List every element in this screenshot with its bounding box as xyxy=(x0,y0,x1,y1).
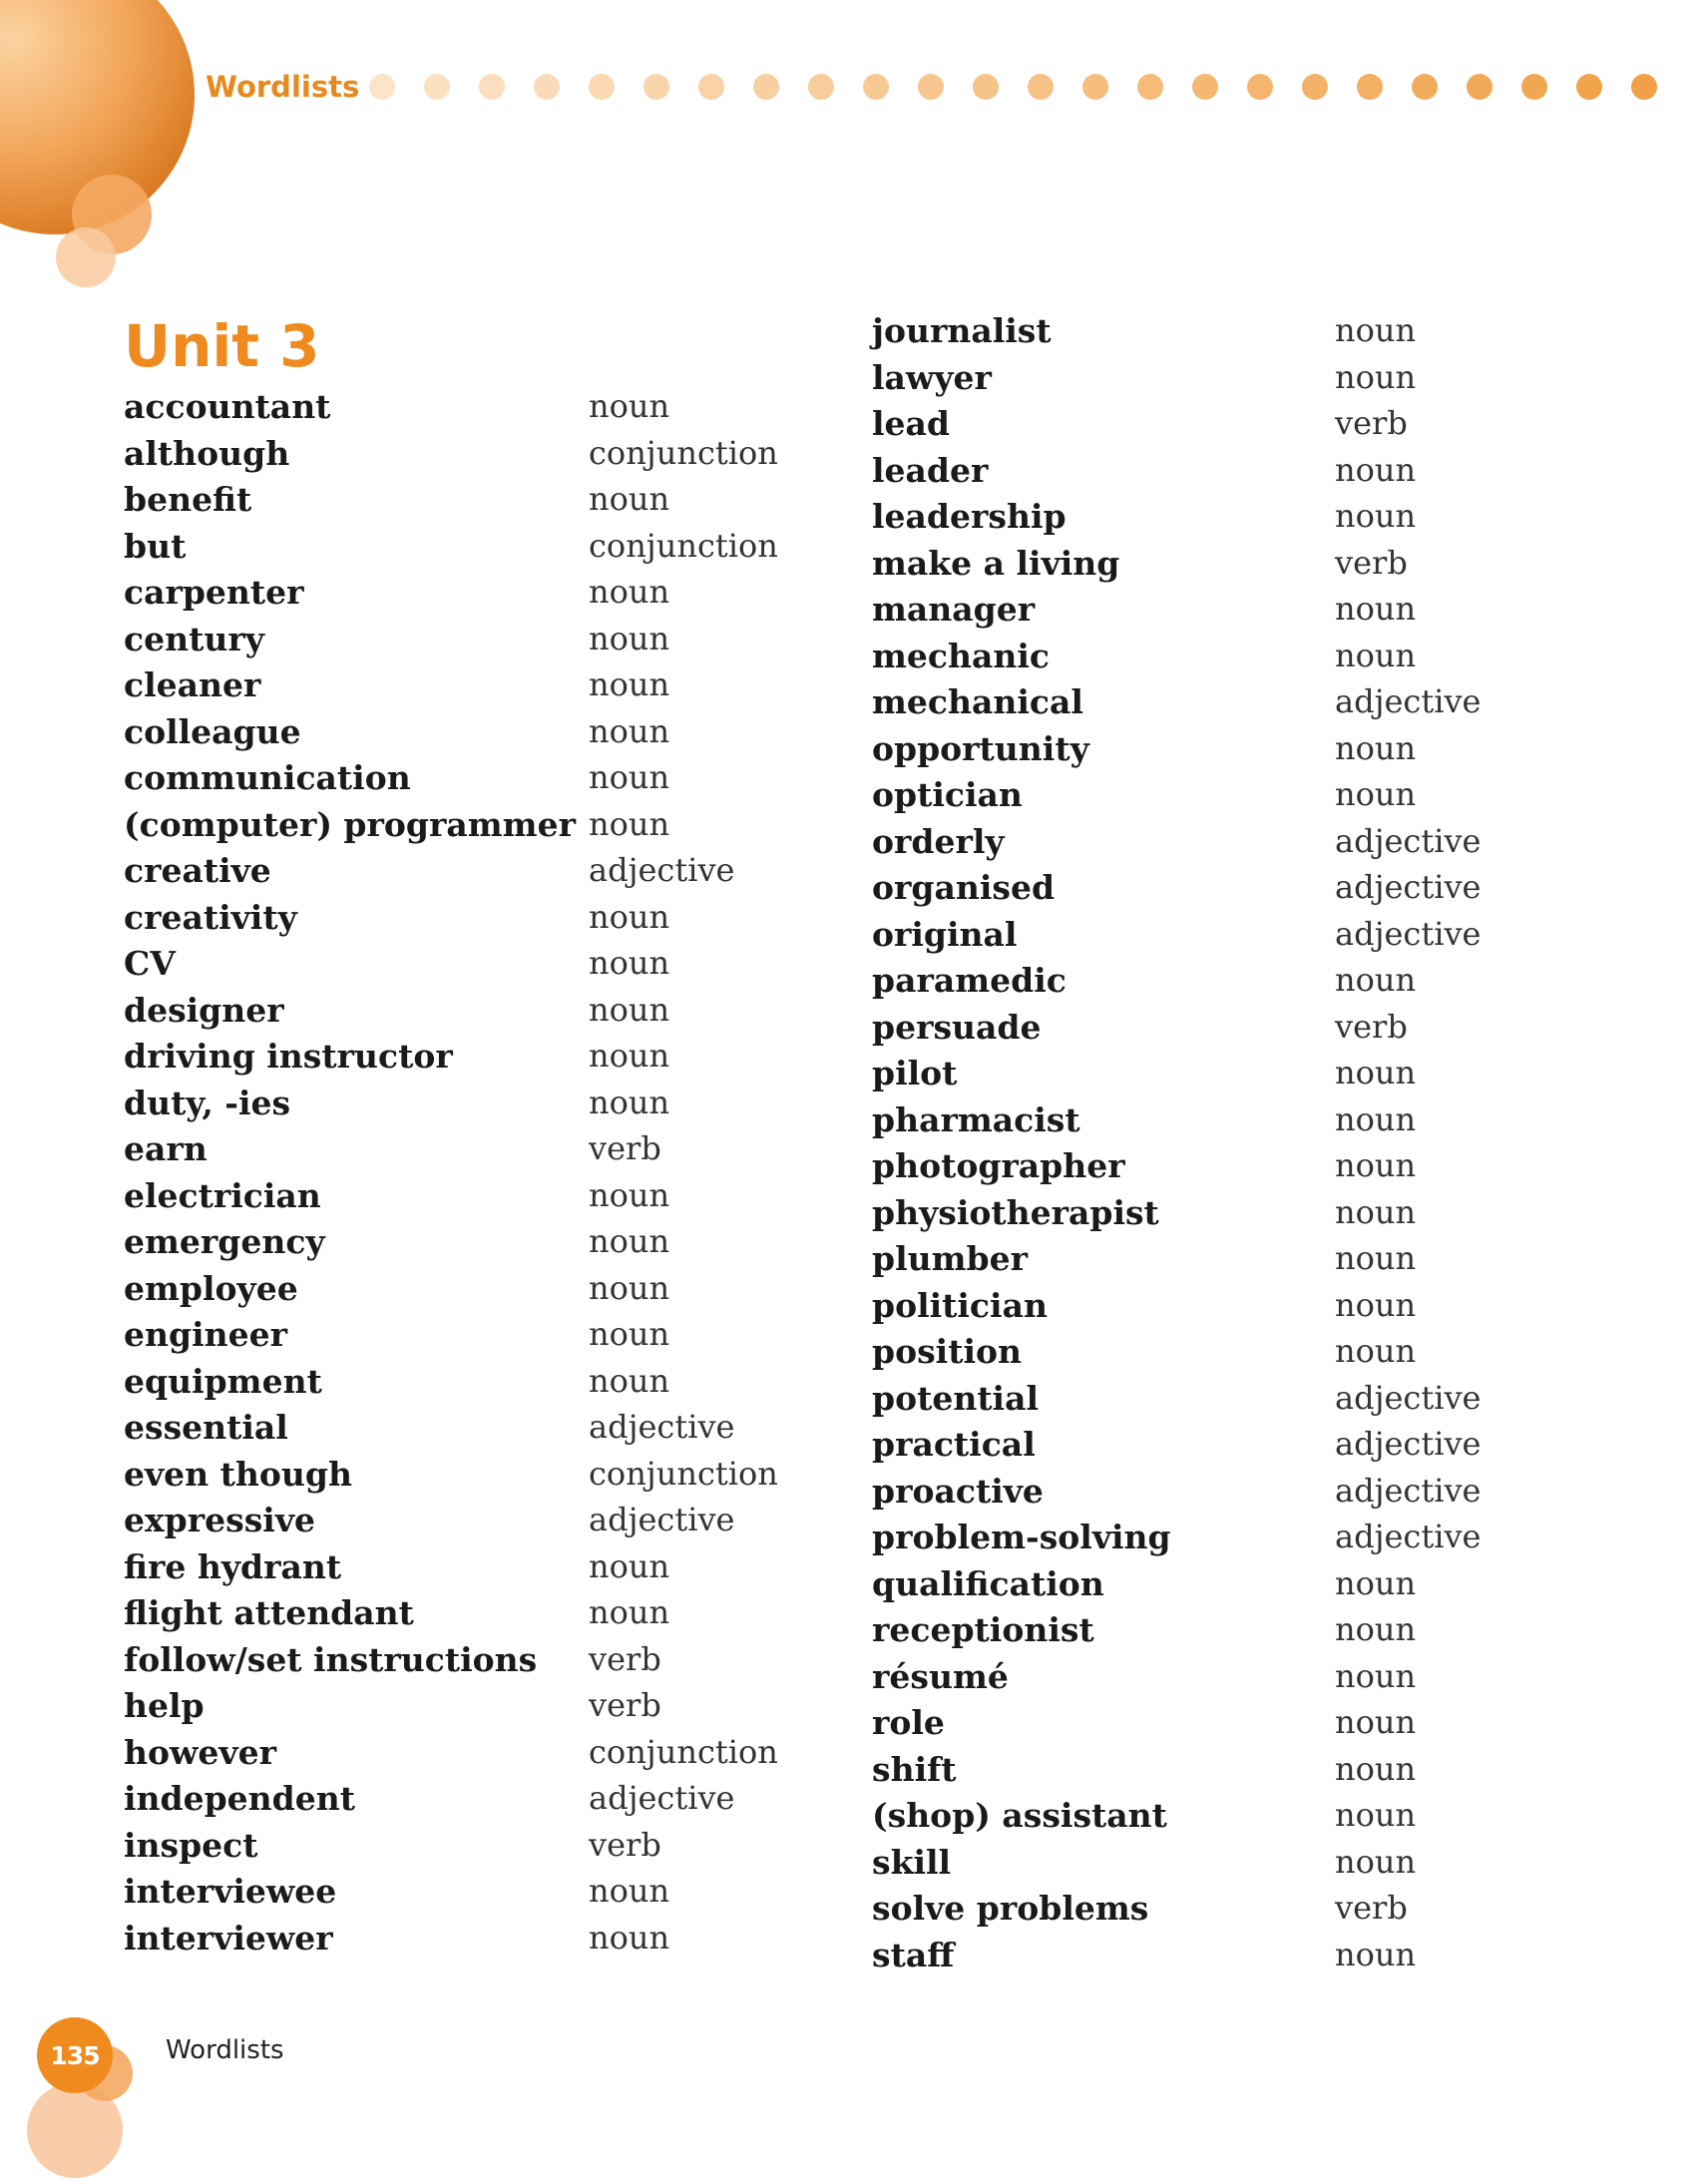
part-of-speech: noun xyxy=(589,944,670,982)
part-of-speech: noun xyxy=(1335,1146,1417,1184)
headword: emergency xyxy=(124,1222,325,1261)
headword: potential xyxy=(872,1378,1040,1418)
headword: duty, -ies xyxy=(124,1083,291,1122)
unit-title: Unit 3 xyxy=(124,312,320,380)
headword: help xyxy=(124,1686,205,1725)
part-of-speech: noun xyxy=(1335,1935,1417,1973)
part-of-speech: adjective xyxy=(1335,821,1482,860)
part-of-speech: noun xyxy=(1335,1610,1417,1648)
part-of-speech: adjective xyxy=(1335,1518,1482,1555)
part-of-speech: noun xyxy=(1335,1842,1417,1881)
decorative-dot xyxy=(369,74,395,100)
part-of-speech: adjective xyxy=(1335,914,1482,953)
headword: but xyxy=(124,526,187,566)
decorative-dot xyxy=(1521,74,1547,100)
decorative-dot xyxy=(479,74,505,100)
headword: manager xyxy=(872,590,1036,629)
headword: skill xyxy=(872,1842,952,1882)
headword: creative xyxy=(124,851,271,890)
headword: interviewer xyxy=(124,1918,333,1958)
part-of-speech: adjective xyxy=(1335,682,1482,720)
decorative-dot xyxy=(1192,74,1218,100)
headword: employee xyxy=(124,1268,298,1308)
part-of-speech: noun xyxy=(1335,1796,1417,1834)
headword: original xyxy=(872,914,1018,954)
part-of-speech: conjunction xyxy=(589,1454,778,1493)
headword: follow/set instructions xyxy=(124,1639,538,1679)
part-of-speech: verb xyxy=(1335,404,1408,442)
decorative-dot xyxy=(1412,74,1438,100)
part-of-speech: noun xyxy=(1335,1749,1417,1788)
part-of-speech: noun xyxy=(589,1872,670,1910)
header-section-label: Wordlists xyxy=(206,70,360,104)
part-of-speech: noun xyxy=(589,711,670,750)
part-of-speech: verb xyxy=(589,1686,661,1724)
decorative-dot xyxy=(1467,74,1493,100)
part-of-speech: adjective xyxy=(1335,1471,1482,1510)
headword: equipment xyxy=(124,1361,322,1401)
headword: role xyxy=(872,1703,945,1742)
part-of-speech: verb xyxy=(1335,1007,1408,1046)
decorative-dot xyxy=(1357,74,1383,100)
headword: photographer xyxy=(872,1146,1125,1185)
decorative-dot xyxy=(808,74,834,100)
part-of-speech: noun xyxy=(589,1546,670,1585)
decorative-dot xyxy=(643,74,669,100)
headword: résumé xyxy=(872,1656,1009,1696)
decorative-dot xyxy=(698,74,724,100)
decorative-dot xyxy=(1302,74,1328,100)
decorative-dot xyxy=(1028,74,1054,100)
headword: problem-solving xyxy=(872,1518,1171,1556)
headword: plumber xyxy=(872,1239,1028,1278)
headword: opportunity xyxy=(872,728,1089,768)
headword: optician xyxy=(872,775,1023,814)
headword: politician xyxy=(872,1285,1048,1325)
part-of-speech: noun xyxy=(589,480,670,518)
decorative-dot xyxy=(1137,74,1163,100)
part-of-speech: noun xyxy=(1335,1332,1417,1370)
headword: qualification xyxy=(872,1563,1104,1603)
headword: benefit xyxy=(124,480,252,519)
header-dot-row xyxy=(369,74,1707,108)
headword: although xyxy=(124,433,290,473)
part-of-speech: verb xyxy=(589,1825,661,1864)
headword: century xyxy=(124,619,264,658)
headword: colleague xyxy=(124,711,301,751)
headword: independent xyxy=(124,1779,355,1818)
part-of-speech: noun xyxy=(589,1175,670,1214)
part-of-speech: noun xyxy=(1335,450,1417,489)
headword: journalist xyxy=(872,311,1052,350)
part-of-speech: noun xyxy=(589,1361,670,1400)
part-of-speech: noun xyxy=(1335,775,1417,813)
part-of-speech: noun xyxy=(1335,636,1417,674)
headword: however xyxy=(124,1732,276,1772)
headword: even though xyxy=(124,1454,352,1494)
decorative-dot xyxy=(424,74,450,100)
decorative-dot xyxy=(589,74,615,100)
headword: carpenter xyxy=(124,573,304,612)
headword: leadership xyxy=(872,497,1067,536)
part-of-speech: adjective xyxy=(589,1408,735,1446)
headword: engineer xyxy=(124,1315,287,1354)
decorative-dot xyxy=(1082,74,1108,100)
headword: electrician xyxy=(124,1175,321,1215)
part-of-speech: noun xyxy=(589,1918,670,1957)
headword: paramedic xyxy=(872,961,1067,1000)
part-of-speech: noun xyxy=(1335,1703,1417,1741)
headword: leader xyxy=(872,450,989,490)
part-of-speech: adjective xyxy=(1335,1425,1482,1463)
part-of-speech: verb xyxy=(1335,543,1408,582)
decorative-dot xyxy=(1631,74,1657,100)
headword: communication xyxy=(124,758,411,797)
decorative-dot xyxy=(918,74,944,100)
headword: orderly xyxy=(872,821,1005,861)
part-of-speech: noun xyxy=(589,1037,670,1075)
decorative-dot xyxy=(1247,74,1273,100)
headword: accountant xyxy=(124,387,331,426)
headword: organised xyxy=(872,868,1056,907)
decorative-dot xyxy=(1576,74,1602,100)
headword: physiotherapist xyxy=(872,1192,1159,1232)
part-of-speech: noun xyxy=(589,1593,670,1631)
part-of-speech: conjunction xyxy=(589,433,778,472)
part-of-speech: noun xyxy=(1335,961,1417,999)
headword: persuade xyxy=(872,1007,1042,1047)
part-of-speech: verb xyxy=(1335,1889,1408,1927)
headword: receptionist xyxy=(872,1610,1094,1649)
part-of-speech: noun xyxy=(589,665,670,703)
part-of-speech: verb xyxy=(589,1129,661,1167)
headword: cleaner xyxy=(124,665,261,704)
headword: shift xyxy=(872,1749,957,1789)
headword: (computer) programmer xyxy=(124,804,576,844)
headword: make a living xyxy=(872,543,1120,583)
part-of-speech: noun xyxy=(589,897,670,936)
part-of-speech: adjective xyxy=(1335,868,1482,906)
headword: flight attendant xyxy=(124,1593,414,1632)
part-of-speech: noun xyxy=(1335,590,1417,628)
part-of-speech: noun xyxy=(589,990,670,1029)
part-of-speech: noun xyxy=(1335,728,1417,767)
headword: driving instructor xyxy=(124,1037,453,1076)
headword: CV xyxy=(124,944,176,983)
headword: expressive xyxy=(124,1501,315,1539)
headword: earn xyxy=(124,1129,208,1168)
headword: pharmacist xyxy=(872,1099,1080,1139)
part-of-speech: noun xyxy=(589,758,670,796)
part-of-speech: noun xyxy=(1335,1656,1417,1695)
footer-label: Wordlists xyxy=(166,2035,284,2065)
headword: (shop) assistant xyxy=(872,1796,1167,1835)
part-of-speech: adjective xyxy=(589,851,735,889)
part-of-speech: noun xyxy=(589,1083,670,1121)
part-of-speech: noun xyxy=(1335,1239,1417,1277)
headword: lead xyxy=(872,404,950,443)
headword: designer xyxy=(124,990,284,1030)
part-of-speech: noun xyxy=(589,387,670,425)
headword: position xyxy=(872,1332,1022,1371)
part-of-speech: noun xyxy=(1335,357,1417,396)
part-of-speech: noun xyxy=(1335,1054,1417,1092)
headword: solve problems xyxy=(872,1889,1149,1928)
part-of-speech: noun xyxy=(589,1222,670,1260)
part-of-speech: noun xyxy=(1335,311,1417,349)
part-of-speech: noun xyxy=(1335,1192,1417,1231)
headword: staff xyxy=(872,1935,955,1974)
part-of-speech: noun xyxy=(1335,1285,1417,1324)
part-of-speech: conjunction xyxy=(589,526,778,565)
part-of-speech: verb xyxy=(589,1639,661,1678)
headword: interviewee xyxy=(124,1872,337,1911)
headword: creativity xyxy=(124,897,297,937)
corner-decoration xyxy=(0,0,299,319)
part-of-speech: conjunction xyxy=(589,1732,778,1771)
part-of-speech: noun xyxy=(589,1268,670,1307)
headword: pilot xyxy=(872,1054,958,1092)
page-number: 135 xyxy=(50,2040,100,2070)
headword: inspect xyxy=(124,1825,258,1865)
part-of-speech: adjective xyxy=(589,1501,735,1538)
part-of-speech: adjective xyxy=(589,1779,735,1817)
part-of-speech: noun xyxy=(1335,1563,1417,1602)
headword: mechanic xyxy=(872,636,1051,675)
decorative-dot xyxy=(973,74,999,100)
part-of-speech: noun xyxy=(589,1315,670,1353)
decorative-dot xyxy=(753,74,779,100)
part-of-speech: noun xyxy=(1335,497,1417,535)
headword: fire hydrant xyxy=(124,1546,342,1586)
part-of-speech: adjective xyxy=(1335,1378,1482,1417)
decorative-dot xyxy=(534,74,560,100)
headword: mechanical xyxy=(872,682,1083,721)
part-of-speech: noun xyxy=(589,804,670,843)
headword: proactive xyxy=(872,1471,1044,1511)
headword: essential xyxy=(124,1408,288,1447)
part-of-speech: noun xyxy=(589,573,670,611)
part-of-speech: noun xyxy=(589,619,670,657)
headword: practical xyxy=(872,1425,1036,1464)
decorative-dot xyxy=(863,74,889,100)
part-of-speech: noun xyxy=(1335,1099,1417,1138)
headword: lawyer xyxy=(872,357,992,397)
